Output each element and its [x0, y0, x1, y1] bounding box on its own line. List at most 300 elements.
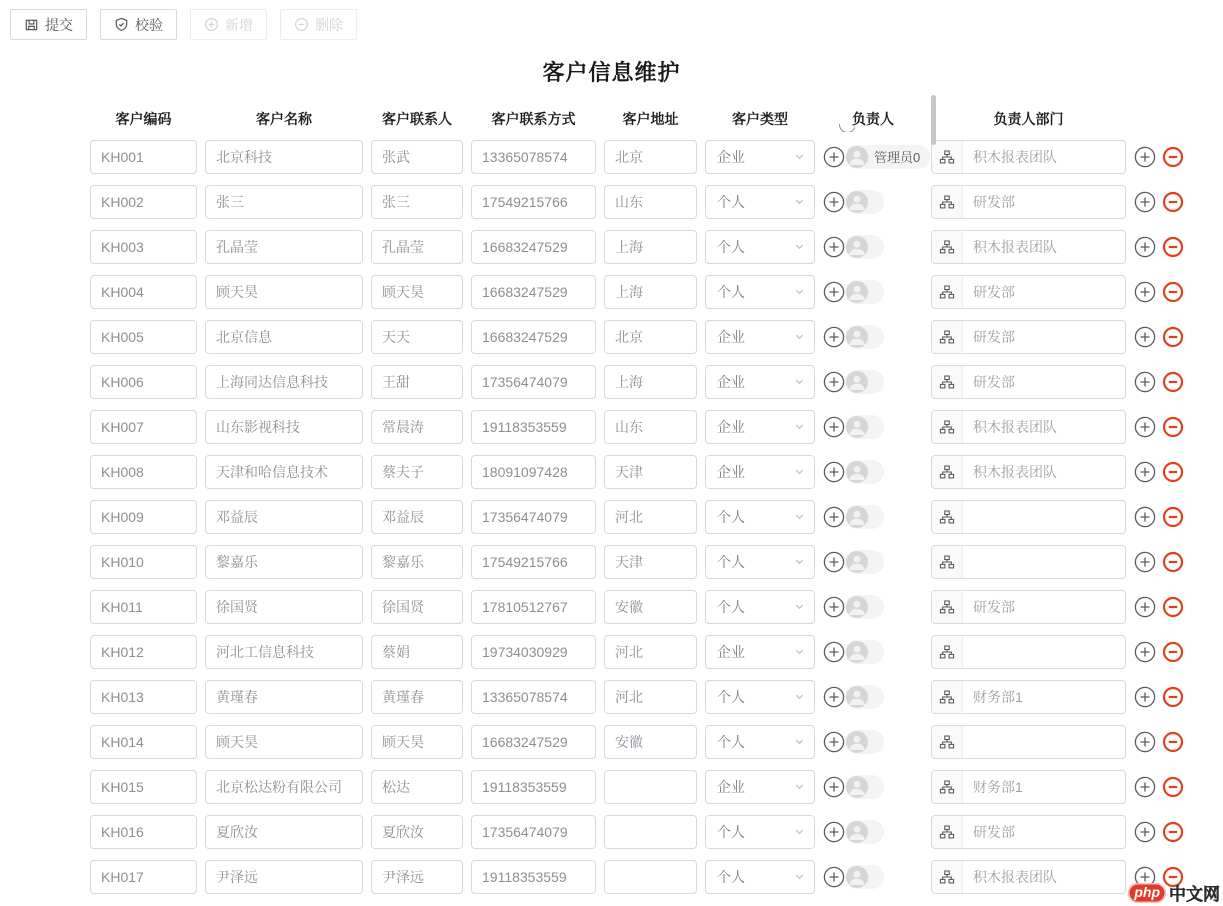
owner-tag[interactable] — [845, 640, 884, 664]
customer-code-input[interactable] — [90, 230, 197, 264]
table-row — [0, 134, 1223, 179]
customer-phone-input[interactable] — [471, 455, 596, 489]
owner-dept-field — [931, 275, 1126, 309]
customer-name-input[interactable] — [205, 275, 363, 309]
table-row — [0, 674, 1223, 719]
owner-tag[interactable] — [845, 505, 884, 529]
customer-contact-input[interactable] — [371, 140, 463, 174]
owner-dept-input[interactable] — [963, 816, 1125, 848]
customer-contact-input[interactable] — [371, 230, 463, 264]
customer-type-value: 个人 — [717, 238, 745, 255]
owner-dept-field — [931, 545, 1126, 579]
owner-dept-field — [931, 320, 1126, 354]
customer-name-input[interactable] — [205, 725, 363, 759]
owner-dept-input[interactable] — [963, 456, 1125, 488]
add-row-button[interactable] — [1134, 461, 1156, 483]
add-row-button[interactable] — [1134, 416, 1156, 438]
owner-scrollbar-thumb[interactable] — [931, 95, 936, 145]
customer-contact-input[interactable] — [371, 320, 463, 354]
row-actions — [1134, 731, 1223, 753]
save-icon — [24, 17, 39, 32]
customer-type-select[interactable] — [705, 500, 815, 534]
add-label: 新增 — [225, 16, 253, 33]
table-row — [0, 359, 1223, 404]
table-row — [0, 314, 1223, 359]
chevron-down-icon — [794, 194, 805, 210]
org-tree-icon[interactable] — [932, 231, 963, 263]
remove-row-button[interactable] — [1162, 776, 1184, 798]
page-title: 客户信息维护 — [542, 60, 681, 85]
customer-contact-input[interactable] — [371, 590, 463, 624]
header-customer-name: 客户名称 — [256, 111, 312, 127]
table-row — [0, 854, 1223, 899]
select-owner-button[interactable] — [823, 596, 845, 618]
org-tree-icon[interactable] — [932, 186, 963, 218]
customer-address-input[interactable] — [604, 320, 697, 354]
customer-name-input[interactable] — [205, 410, 363, 444]
customer-address-input[interactable] — [604, 410, 697, 444]
chevron-down-icon — [794, 329, 805, 345]
customer-contact-input[interactable] — [371, 410, 463, 444]
customer-code-input[interactable] — [90, 860, 197, 894]
customer-code-input[interactable] — [90, 815, 197, 849]
customer-type-select[interactable] — [705, 770, 815, 804]
select-owner-button[interactable] — [823, 551, 845, 573]
customer-contact-input[interactable] — [371, 545, 463, 579]
customer-type-value: 个人 — [717, 508, 745, 525]
org-tree-icon[interactable] — [932, 321, 963, 353]
customer-contact-input[interactable] — [371, 725, 463, 759]
org-tree-icon[interactable] — [932, 771, 963, 803]
owner-dept-field — [931, 725, 1126, 759]
remove-row-button[interactable] — [1162, 146, 1184, 168]
org-tree-icon[interactable] — [932, 366, 963, 398]
customer-phone-input[interactable] — [471, 140, 596, 174]
chevron-down-icon — [794, 239, 805, 255]
customer-name-input[interactable] — [205, 365, 363, 399]
add-row-button[interactable] — [1134, 146, 1156, 168]
owner-tag[interactable] — [845, 415, 884, 439]
customer-type-select[interactable] — [705, 410, 815, 444]
select-owner-button[interactable] — [823, 686, 845, 708]
add-row-button[interactable] — [1134, 236, 1156, 258]
customer-type-select[interactable] — [705, 320, 815, 354]
customer-type-select[interactable] — [705, 365, 815, 399]
add-row-button[interactable] — [1134, 281, 1156, 303]
customer-type-value: 企业 — [717, 778, 745, 795]
customer-address-input[interactable] — [604, 770, 697, 804]
customer-type-select[interactable] — [705, 230, 815, 264]
select-owner-button[interactable] — [823, 191, 845, 213]
owner-cell — [823, 140, 923, 174]
chevron-down-icon — [794, 374, 805, 390]
customer-address-input[interactable] — [604, 635, 697, 669]
owner-tag[interactable] — [845, 865, 884, 889]
select-owner-button[interactable] — [823, 371, 845, 393]
customer-code-input[interactable] — [90, 275, 197, 309]
owner-dept-input[interactable] — [963, 411, 1125, 443]
customer-name-input[interactable] — [205, 860, 363, 894]
add-row-button[interactable] — [1134, 191, 1156, 213]
customer-name-input[interactable] — [205, 185, 363, 219]
customer-type-select[interactable] — [705, 815, 815, 849]
customer-contact-input[interactable] — [371, 815, 463, 849]
owner-tag[interactable] — [845, 775, 884, 799]
minus-circle-icon — [294, 17, 309, 32]
customer-type-value: 个人 — [717, 553, 745, 570]
customer-name-input[interactable] — [205, 455, 363, 489]
customer-phone-input[interactable] — [471, 725, 596, 759]
customer-name-input[interactable] — [205, 590, 363, 624]
customer-contact-input[interactable] — [371, 455, 463, 489]
customer-phone-input[interactable] — [471, 680, 596, 714]
customer-phone-input[interactable] — [471, 365, 596, 399]
customer-type-value: 企业 — [717, 463, 745, 480]
table-row — [0, 539, 1223, 584]
customer-type-select[interactable] — [705, 545, 815, 579]
header-owner-dept: 负责人部门 — [993, 111, 1064, 127]
owner-dept-input[interactable] — [963, 726, 1125, 758]
owner-dept-input[interactable] — [963, 186, 1125, 218]
chevron-down-icon — [794, 419, 805, 435]
customer-address-input[interactable] — [604, 275, 697, 309]
user-avatar-icon — [846, 461, 868, 483]
remove-row-button[interactable] — [1162, 416, 1184, 438]
owner-tag[interactable] — [845, 550, 884, 574]
select-owner-button[interactable] — [823, 416, 845, 438]
customer-code-input[interactable] — [90, 410, 197, 444]
owner-cell — [823, 320, 923, 354]
customer-code-input[interactable] — [90, 320, 197, 354]
customer-type-value: 个人 — [717, 688, 745, 705]
select-owner-button[interactable] — [823, 146, 845, 168]
org-tree-icon[interactable] — [932, 681, 963, 713]
user-avatar-icon — [846, 866, 868, 888]
add-row-button[interactable] — [1134, 821, 1156, 843]
owner-dept-field — [931, 230, 1126, 264]
customer-type-value: 企业 — [717, 373, 745, 390]
owner-tag[interactable] — [845, 325, 884, 349]
customer-code-input[interactable] — [90, 545, 197, 579]
org-tree-icon[interactable] — [932, 276, 963, 308]
customer-type-value: 企业 — [717, 418, 745, 435]
customer-type-value: 个人 — [717, 283, 745, 300]
select-owner-button[interactable] — [823, 821, 845, 843]
owner-dept-input[interactable] — [963, 681, 1125, 713]
row-actions — [1134, 416, 1223, 438]
customer-name-input[interactable] — [205, 680, 363, 714]
customer-name-input[interactable] — [205, 770, 363, 804]
org-tree-icon[interactable] — [932, 501, 963, 533]
customer-type-select[interactable] — [705, 455, 815, 489]
watermark-text: 中文网 — [1169, 885, 1220, 904]
customer-address-input[interactable] — [604, 815, 697, 849]
customer-name-input[interactable] — [205, 140, 363, 174]
org-tree-icon[interactable] — [932, 636, 963, 668]
customer-address-input[interactable] — [604, 185, 697, 219]
customer-contact-input[interactable] — [371, 770, 463, 804]
customer-address-input[interactable] — [604, 230, 697, 264]
header-customer-code: 客户编码 — [115, 111, 172, 127]
remove-row-button[interactable] — [1162, 641, 1184, 663]
chevron-down-icon — [794, 824, 805, 840]
user-avatar-icon — [846, 821, 868, 843]
owner-dept-field — [931, 500, 1126, 534]
select-owner-button[interactable] — [823, 776, 845, 798]
owner-tag[interactable] — [845, 145, 930, 169]
user-avatar-icon — [846, 416, 868, 438]
customer-contact-input[interactable] — [371, 635, 463, 669]
chevron-down-icon — [794, 509, 805, 525]
org-tree-icon[interactable] — [932, 816, 963, 848]
owner-name: 管理员0 — [874, 150, 921, 165]
customer-phone-input[interactable] — [471, 545, 596, 579]
table-row — [0, 449, 1223, 494]
row-actions — [1134, 461, 1223, 483]
customer-contact-input[interactable] — [371, 860, 463, 894]
owner-cell — [823, 590, 923, 624]
select-owner-button[interactable] — [823, 641, 845, 663]
customer-contact-input[interactable] — [371, 365, 463, 399]
customer-address-input[interactable] — [604, 500, 697, 534]
owner-dept-field — [931, 140, 1126, 174]
remove-row-button[interactable] — [1162, 596, 1184, 618]
table-row — [0, 719, 1223, 764]
table-row — [0, 269, 1223, 314]
customer-address-input[interactable] — [604, 455, 697, 489]
owner-tag[interactable] — [845, 460, 884, 484]
customer-address-input[interactable] — [604, 140, 697, 174]
org-tree-icon[interactable] — [932, 456, 963, 488]
table-row — [0, 584, 1223, 629]
customer-phone-input[interactable] — [471, 815, 596, 849]
customer-phone-input[interactable] — [471, 635, 596, 669]
customer-phone-input[interactable] — [471, 410, 596, 444]
submit-button[interactable] — [10, 9, 87, 40]
customer-type-value: 个人 — [717, 733, 745, 750]
customer-phone-input[interactable] — [471, 320, 596, 354]
add-button — [190, 9, 267, 40]
customer-type-select[interactable] — [705, 860, 815, 894]
chevron-down-icon — [794, 779, 805, 795]
remove-row-button[interactable] — [1162, 236, 1184, 258]
remove-row-button[interactable] — [1162, 326, 1184, 348]
customer-name-input[interactable] — [205, 230, 363, 264]
customer-type-select[interactable] — [705, 680, 815, 714]
user-avatar-icon — [846, 506, 868, 528]
site-watermark — [1128, 880, 1220, 905]
php-logo: php — [1128, 883, 1166, 903]
remove-row-button[interactable] — [1162, 551, 1184, 573]
customer-type-value: 个人 — [717, 598, 745, 615]
customer-type-value: 个人 — [717, 823, 745, 840]
customer-phone-input[interactable] — [471, 770, 596, 804]
customer-name-input[interactable] — [205, 320, 363, 354]
customer-phone-input[interactable] — [471, 230, 596, 264]
remove-row-button[interactable] — [1162, 506, 1184, 528]
remove-row-button[interactable] — [1162, 281, 1184, 303]
customer-contact-input[interactable] — [371, 275, 463, 309]
customer-type-select[interactable] — [705, 140, 815, 174]
add-row-button[interactable] — [1134, 686, 1156, 708]
owner-dept-input[interactable] — [963, 276, 1125, 308]
owner-dept-field — [931, 410, 1126, 444]
owner-dept-input[interactable] — [963, 366, 1125, 398]
remove-row-button[interactable] — [1162, 731, 1184, 753]
org-tree-icon[interactable] — [932, 591, 963, 623]
owner-cell — [823, 455, 923, 489]
customer-address-input[interactable] — [604, 365, 697, 399]
customer-type-select[interactable] — [705, 275, 815, 309]
owner-tag[interactable] — [845, 730, 884, 754]
row-actions — [1134, 686, 1223, 708]
owner-dept-field — [931, 860, 1126, 894]
owner-dept-field — [931, 455, 1126, 489]
owner-dept-field — [931, 635, 1126, 669]
remove-row-button[interactable] — [1162, 461, 1184, 483]
owner-cell — [823, 500, 923, 534]
customer-type-value: 个人 — [717, 868, 745, 885]
user-avatar-icon — [846, 731, 868, 753]
owner-tag[interactable] — [845, 595, 884, 619]
select-owner-button[interactable] — [823, 461, 845, 483]
customer-contact-input[interactable] — [371, 500, 463, 534]
owner-tag[interactable] — [845, 820, 884, 844]
add-row-button[interactable] — [1134, 551, 1156, 573]
row-actions — [1134, 551, 1223, 573]
owner-dept-input[interactable] — [963, 591, 1125, 623]
owner-cell — [823, 410, 923, 444]
customer-name-input[interactable] — [205, 635, 363, 669]
customer-type-value: 企业 — [717, 328, 745, 345]
owner-cell — [823, 680, 923, 714]
owner-tag[interactable] — [845, 235, 884, 259]
submit-label: 提交 — [45, 16, 73, 33]
customer-type-value: 企业 — [717, 643, 745, 660]
customer-code-input[interactable] — [90, 500, 197, 534]
org-tree-icon[interactable] — [932, 861, 963, 893]
plus-circle-icon — [204, 17, 219, 32]
customer-address-input[interactable] — [604, 590, 697, 624]
add-row-button[interactable] — [1134, 326, 1156, 348]
customer-type-value: 个人 — [717, 193, 745, 210]
customer-code-input[interactable] — [90, 185, 197, 219]
row-actions — [1134, 506, 1223, 528]
owner-tag[interactable] — [845, 190, 884, 214]
remove-row-button[interactable] — [1162, 686, 1184, 708]
customer-code-input[interactable] — [90, 140, 197, 174]
customer-phone-input[interactable] — [471, 500, 596, 534]
org-tree-icon[interactable] — [932, 141, 963, 173]
customer-code-input[interactable] — [90, 590, 197, 624]
customer-phone-input[interactable] — [471, 275, 596, 309]
chevron-down-icon — [794, 869, 805, 885]
owner-dept-input[interactable] — [963, 141, 1125, 173]
select-owner-button[interactable] — [823, 506, 845, 528]
customer-code-input[interactable] — [90, 365, 197, 399]
customer-address-input[interactable] — [604, 680, 697, 714]
customer-address-input[interactable] — [604, 725, 697, 759]
customer-type-select[interactable] — [705, 185, 815, 219]
owner-dept-field — [931, 680, 1126, 714]
owner-dept-input[interactable] — [963, 501, 1125, 533]
owner-dept-input[interactable] — [963, 231, 1125, 263]
org-tree-icon[interactable] — [932, 726, 963, 758]
toolbar — [0, 0, 1223, 47]
org-tree-icon[interactable] — [932, 411, 963, 443]
customer-type-select[interactable] — [705, 590, 815, 624]
customer-phone-input[interactable] — [471, 185, 596, 219]
customer-type-select[interactable] — [705, 725, 815, 759]
owner-dept-input[interactable] — [963, 771, 1125, 803]
add-row-button[interactable] — [1134, 776, 1156, 798]
customer-code-input[interactable] — [90, 635, 197, 669]
remove-row-button[interactable] — [1162, 191, 1184, 213]
customer-name-input[interactable] — [205, 815, 363, 849]
select-owner-button[interactable] — [823, 731, 845, 753]
customer-contact-input[interactable] — [371, 185, 463, 219]
customer-address-input[interactable] — [604, 545, 697, 579]
row-actions — [1134, 641, 1223, 663]
select-owner-button[interactable] — [823, 326, 845, 348]
customer-code-input[interactable] — [90, 770, 197, 804]
row-actions — [1134, 776, 1223, 798]
user-avatar-icon — [846, 371, 868, 393]
remove-row-button[interactable] — [1162, 821, 1184, 843]
customer-type-value: 企业 — [717, 148, 745, 165]
owner-tag[interactable] — [845, 280, 884, 304]
chevron-down-icon — [794, 689, 805, 705]
customer-phone-input[interactable] — [471, 590, 596, 624]
customer-code-input[interactable] — [90, 725, 197, 759]
add-row-button[interactable] — [1134, 641, 1156, 663]
customer-code-input[interactable] — [90, 680, 197, 714]
customer-contact-input[interactable] — [371, 680, 463, 714]
owner-dept-field — [931, 590, 1126, 624]
add-row-button[interactable] — [1134, 731, 1156, 753]
select-owner-button[interactable] — [823, 236, 845, 258]
header-customer-type: 客户类型 — [732, 111, 788, 127]
customer-type-select[interactable] — [705, 635, 815, 669]
row-actions — [1134, 371, 1223, 393]
user-avatar-icon — [846, 191, 868, 213]
owner-dept-input[interactable] — [963, 636, 1125, 668]
owner-dept-input[interactable] — [963, 321, 1125, 353]
add-row-button[interactable] — [1134, 506, 1156, 528]
validate-button[interactable] — [100, 9, 177, 40]
owner-tag[interactable] — [845, 685, 884, 709]
customer-name-input[interactable] — [205, 545, 363, 579]
owner-dept-input[interactable] — [963, 861, 1125, 893]
select-owner-button[interactable] — [823, 866, 845, 888]
owner-cell — [823, 635, 923, 669]
remove-row-button[interactable] — [1162, 371, 1184, 393]
org-tree-icon[interactable] — [932, 546, 963, 578]
user-avatar-icon — [846, 686, 868, 708]
customer-address-input[interactable] — [604, 860, 697, 894]
add-row-button[interactable] — [1134, 371, 1156, 393]
validate-label: 校验 — [135, 16, 163, 33]
header-owner: 负责人 — [852, 111, 894, 127]
add-row-button[interactable] — [1134, 596, 1156, 618]
table-body — [0, 134, 1223, 899]
owner-tag[interactable] — [845, 370, 884, 394]
owner-dept-input[interactable] — [963, 546, 1125, 578]
select-owner-button[interactable] — [823, 281, 845, 303]
customer-phone-input[interactable] — [471, 860, 596, 894]
customer-name-input[interactable] — [205, 500, 363, 534]
customer-code-input[interactable] — [90, 455, 197, 489]
